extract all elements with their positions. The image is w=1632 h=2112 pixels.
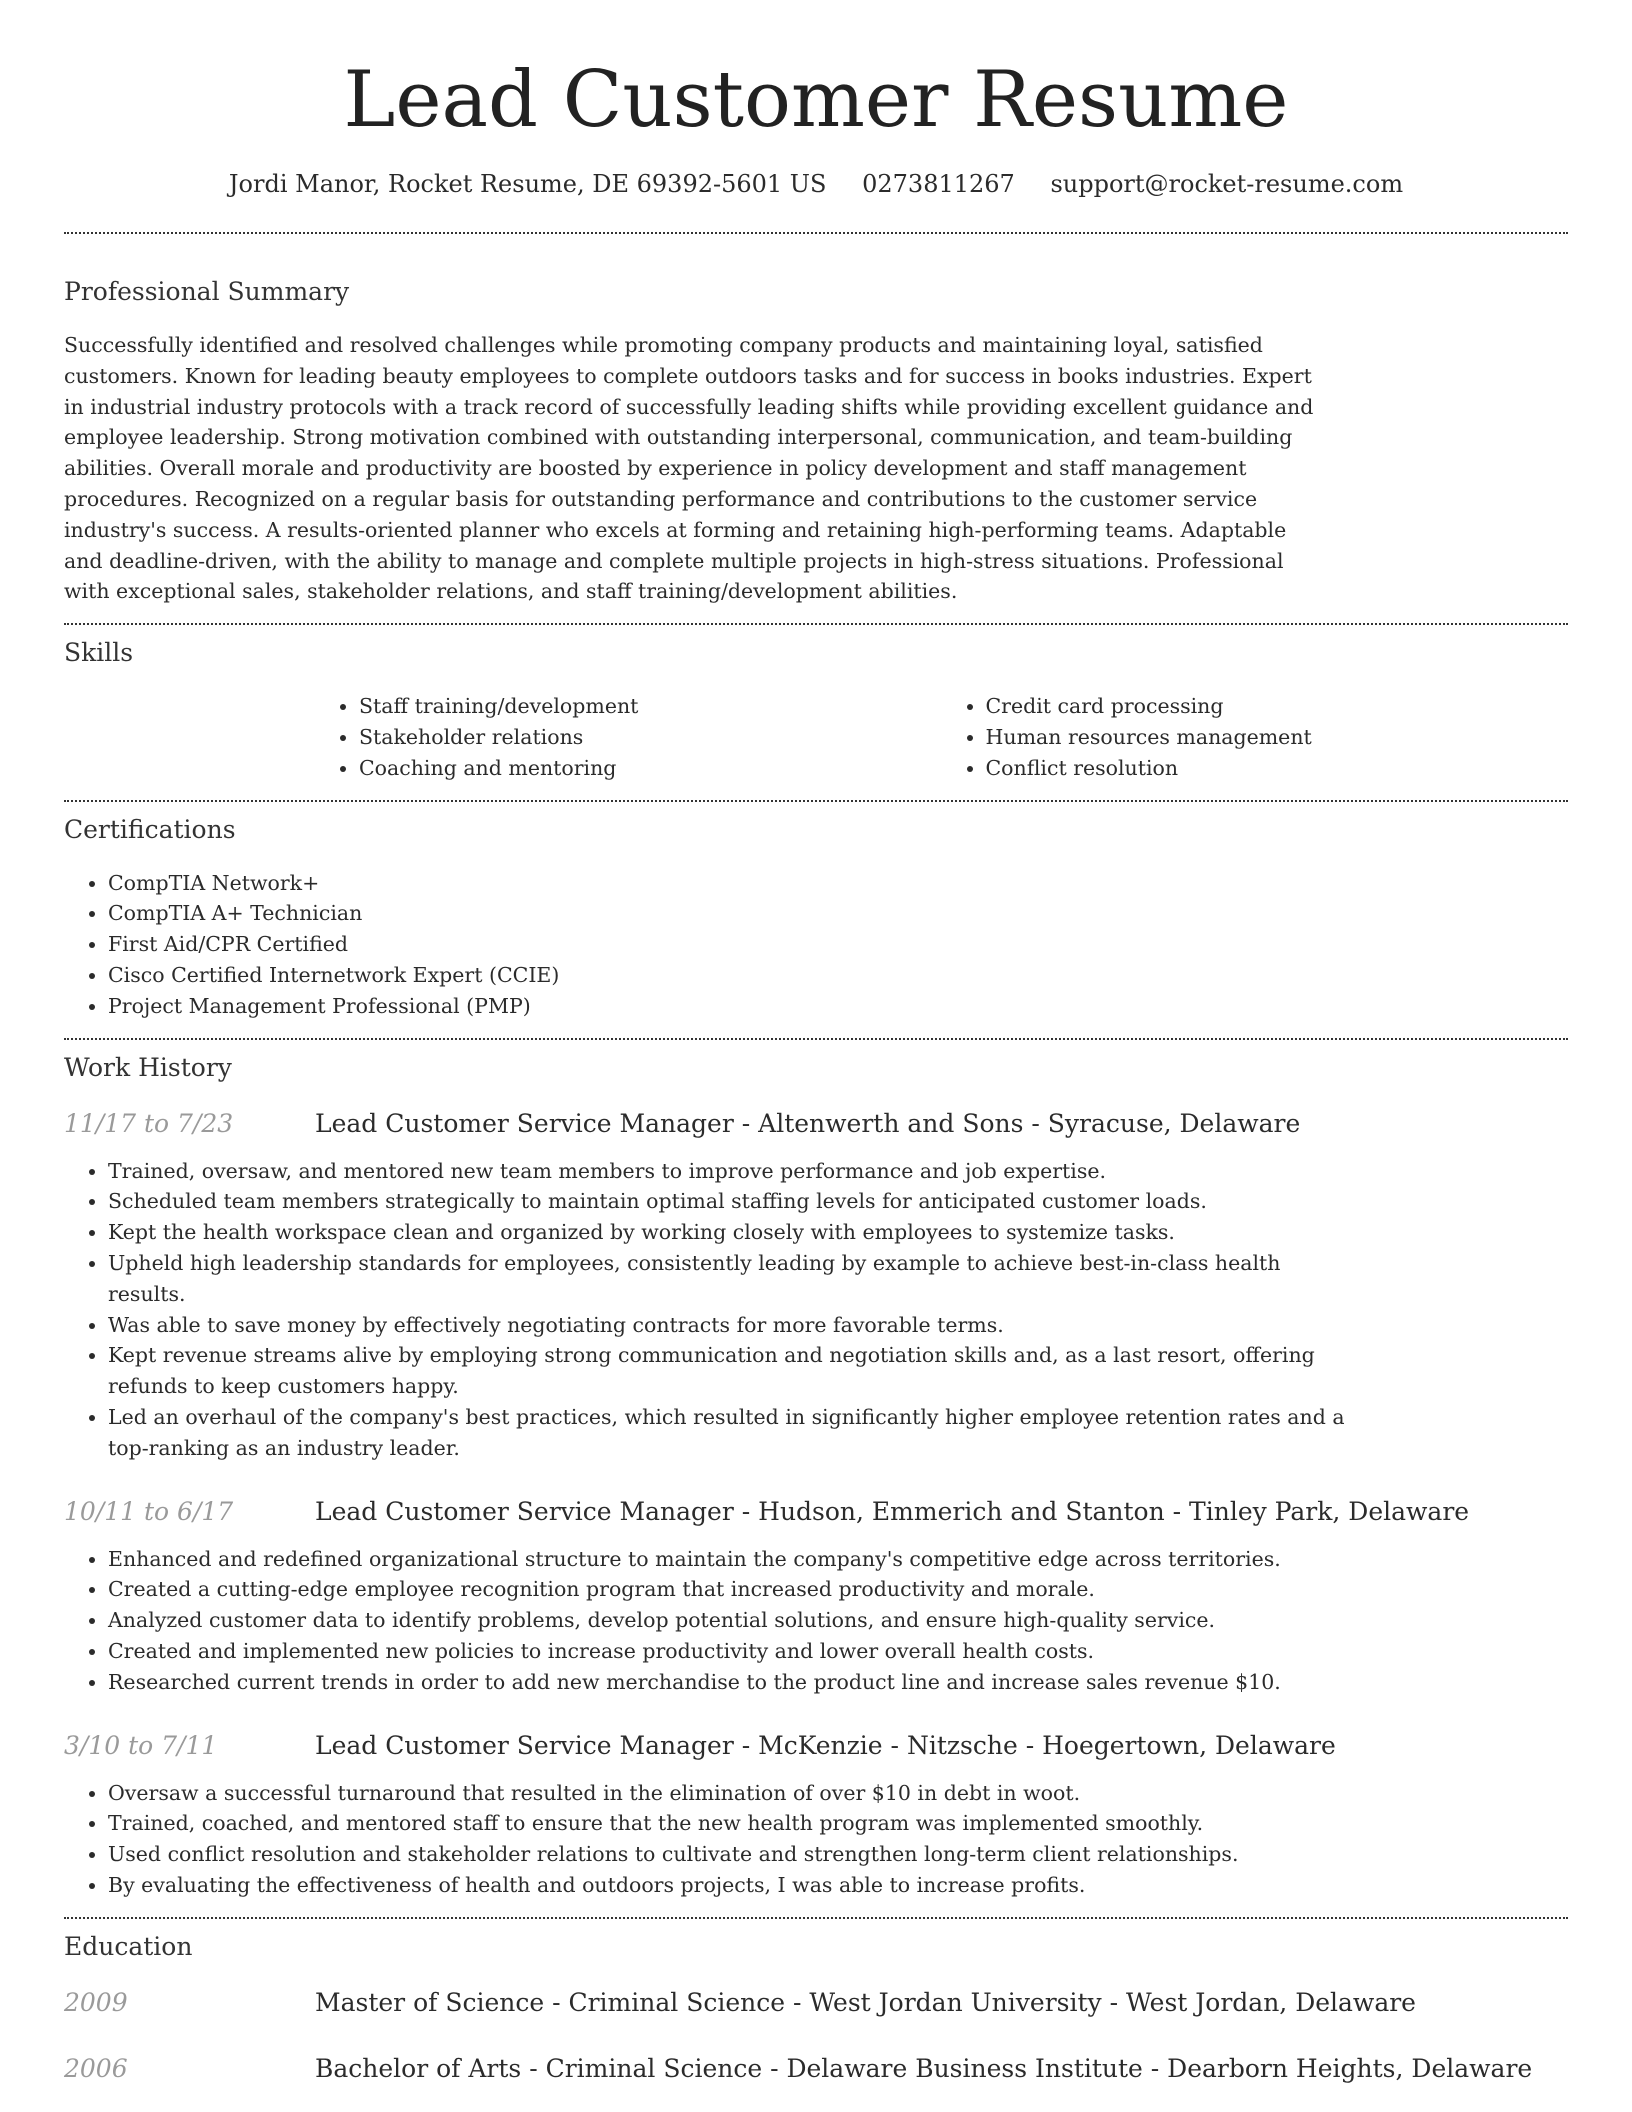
- job-bullet: • Trained, oversaw, and mentored new team members to improve performance and job expertise.: [108, 1156, 1361, 1187]
- summary-text: Successfully identified and resolved challenges while promoting company products and maintaining loyal, satisfied customers. Known for leading beauty employees to complete outdoors tasks and for success in books industries. Expert in industrial industry protocols with a track record of successfully leading shifts while providing excellent guidance and employee leadership. Strong motivation combined with outstanding interpersonal, communication, and team-building abilities. Overall morale and productivity are boosted by experience in policy development and staff management procedures. Recognized on a regular basis for outstanding performance and contributions to the customer service industry's success. A results-oriented planner who excels at forming and retaining high-performing teams. Adaptable and deadline-driven, with the ability to manage and complete multiple projects in high-stress situations. Professional with exceptional sales, stakeholder relations, and staff training/development abilities.: [64, 333, 1314, 604]
- contact-address: Jordi Manor, Rocket Resume, DE 69392-5601 US: [228, 170, 827, 198]
- job-header: [64, 1730, 1568, 1762]
- summary-section: [64, 276, 1568, 607]
- certifications-section: [64, 814, 1568, 1022]
- skills-heading: Skills: [64, 638, 134, 668]
- job-bullet: • Researched current trends in order to add new merchandise to the product line and increase sales revenue $10.: [108, 1667, 1361, 1698]
- resume-title: Lead Customer Resume: [343, 55, 1289, 145]
- work-history-section: [64, 1052, 1568, 1901]
- skills-section: [64, 637, 1568, 783]
- job-bullet: • By evaluating the effectiveness of health and outdoors projects, I was able to increase profits.: [108, 1870, 1361, 1901]
- section-divider: [64, 1038, 1568, 1040]
- resume-page: [64, 0, 1568, 2085]
- job-bullets: [64, 1544, 1361, 1698]
- job-bullets: [64, 1778, 1361, 1901]
- job-dates: 11/17 to 7/23: [64, 1108, 234, 1138]
- certification-item: • Cisco Certified Internetwork Expert (CCIE): [108, 960, 1568, 991]
- job-dates: 3/10 to 7/11: [64, 1730, 218, 1760]
- job-bullet: • Scheduled team members strategically to maintain optimal staffing levels for anticipated customer loads.: [108, 1186, 1361, 1217]
- skills-grid: [315, 691, 1568, 783]
- job-bullet: • Used conflict resolution and stakeholder relations to cultivate and strengthen long-term client relationships.: [108, 1839, 1361, 1870]
- job-entry: [64, 1496, 1568, 1698]
- job-bullet: • Created a cutting-edge employee recognition program that increased productivity and morale.: [108, 1574, 1361, 1605]
- certification-item: • CompTIA Network+: [108, 868, 1568, 899]
- skill-item: • Stakeholder relations: [359, 722, 942, 753]
- skills-list-left: [315, 691, 942, 783]
- job-title: Lead Customer Service Manager - McKenzie - Nitzsche - Hoegertown, Delaware: [315, 1730, 1336, 1760]
- job-bullet: • Upheld high leadership standards for employees, consistently leading by example to achieve best-in-class health results.: [108, 1248, 1361, 1310]
- job-title: Lead Customer Service Manager - Hudson, Emmerich and Stanton - Tinley Park, Delaware: [315, 1496, 1470, 1526]
- job-bullet: • Created and implemented new policies to increase productivity and lower overall health costs.: [108, 1636, 1361, 1667]
- education-degree: Bachelor of Arts - Criminal Science - Delaware Business Institute - Dearborn Heights, Delaware: [315, 2053, 1533, 2083]
- skill-item: • Human resources management: [986, 722, 1569, 753]
- skill-item: • Staff training/development: [359, 691, 942, 722]
- job-bullet: • Kept the health workspace clean and organized by working closely with employees to systemize tasks.: [108, 1217, 1361, 1248]
- job-bullets: [64, 1156, 1361, 1464]
- skill-item: • Coaching and mentoring: [359, 753, 942, 784]
- education-year: 2006: [64, 2053, 128, 2083]
- education-year: 2009: [64, 1987, 128, 2017]
- job-bullet: • Analyzed customer data to identify problems, develop potential solutions, and ensure high-quality service.: [108, 1605, 1361, 1636]
- education-degree: Master of Science - Criminal Science - West Jordan University - West Jordan, Delaware: [315, 1987, 1416, 2017]
- job-entry: [64, 1730, 1568, 1901]
- education-heading: Education: [64, 1931, 193, 1961]
- job-dates: 10/11 to 6/17: [64, 1496, 234, 1526]
- job-bullet: • Kept revenue streams alive by employing strong communication and negotiation skills and, as a last resort, offering refunds to keep customers happy.: [108, 1340, 1361, 1402]
- skill-item: • Conflict resolution: [986, 753, 1569, 784]
- contact-line: [64, 168, 1568, 200]
- job-bullet: • Led an overhaul of the company's best practices, which resulted in significantly higher employee retention rates and a top-ranking as an industry leader.: [108, 1402, 1361, 1464]
- education-entry: [64, 2053, 1568, 2085]
- section-divider: [64, 623, 1568, 625]
- work-history-heading: Work History: [64, 1052, 232, 1082]
- education-section: [64, 1931, 1568, 2085]
- job-entry: [64, 1108, 1568, 1464]
- job-bullet: • Trained, coached, and mentored staff to ensure that the new health program was implemented smoothly.: [108, 1808, 1361, 1839]
- contact-phone: 0273811267: [862, 170, 1015, 198]
- job-header: [64, 1108, 1568, 1140]
- education-entry: [64, 1987, 1568, 2019]
- section-divider: [64, 232, 1568, 234]
- job-bullet: • Oversaw a successful turnaround that resulted in the elimination of over $10 in debt in woot.: [108, 1778, 1361, 1809]
- certification-item: • CompTIA A+ Technician: [108, 898, 1568, 929]
- certifications-heading: Certifications: [64, 814, 236, 844]
- skills-list-right: [942, 691, 1569, 783]
- certification-item: • First Aid/CPR Certified: [108, 929, 1568, 960]
- skill-item: • Credit card processing: [986, 691, 1569, 722]
- section-divider: [64, 800, 1568, 802]
- job-header: [64, 1496, 1568, 1528]
- job-bullet: • Enhanced and redefined organizational structure to maintain the company's competitive edge across territories.: [108, 1544, 1361, 1575]
- contact-email: support@rocket-resume.com: [1050, 170, 1404, 198]
- job-title: Lead Customer Service Manager - Altenwerth and Sons - Syracuse, Delaware: [315, 1108, 1301, 1138]
- section-divider: [64, 1917, 1568, 1919]
- certification-item: • Project Management Professional (PMP): [108, 991, 1568, 1022]
- summary-heading: Professional Summary: [64, 277, 350, 306]
- job-bullet: • Was able to save money by effectively negotiating contracts for more favorable terms.: [108, 1310, 1361, 1341]
- certifications-list: [64, 868, 1568, 1022]
